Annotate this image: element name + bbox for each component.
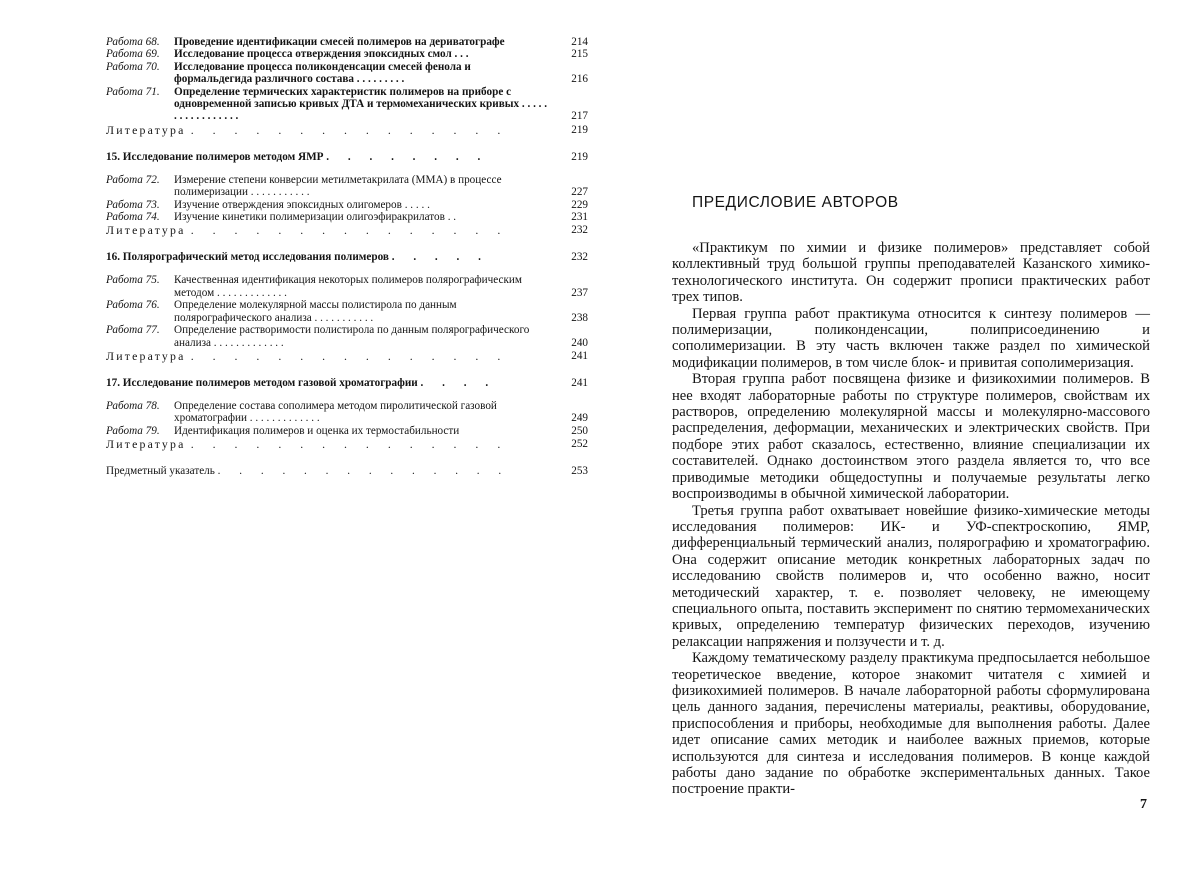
toc-literature-page: 241 — [571, 349, 588, 362]
toc-leader-dots: . . . . . . . . . . . . . . . — [190, 437, 509, 452]
toc-leader-dots: . . . . — [420, 376, 497, 389]
toc-section-title: 16. Полярографический метод исследования полимеров — [106, 251, 389, 264]
toc-entry-page: 214 — [571, 36, 588, 48]
toc-entry-label: Работа 73. — [106, 198, 160, 211]
toc-leader-dots: . . . . . . . . . . . . . . — [217, 465, 510, 478]
toc-entry-page: 217 — [571, 110, 588, 123]
toc-section-page: 219 — [571, 150, 588, 163]
toc-entry-text: Измерение степени конверсии метилметакрилата (ММА) в процессе полимеризации . . . . . . . . . . . — [174, 173, 502, 199]
page-number: 7 — [1140, 797, 1147, 812]
toc-entry — [106, 36, 588, 48]
toc-leader-dots: . . . . . . . . — [326, 150, 489, 163]
toc-entry-label: Работа 71. — [106, 85, 160, 98]
toc-entry-text: Изучение отверждения эпоксидных олигомеров . . . . . — [174, 198, 430, 211]
toc-section-title: 17. Исследование полимеров методом газовой хроматографии — [106, 376, 418, 389]
toc-entry-page: 237 — [571, 286, 588, 299]
toc-literature-page: 232 — [571, 224, 588, 237]
preface-paragraph: Вторая группа работ посвящена физике и физикохимии полимеров. В нее входят лабораторные работы по структуре полимеров, свойствам их растворов, определению молекулярной массы и молекулярно-массового распределения, деформации, механических и электрических свойств. При подборе этих работ сказалось, естественно, влияние специализации их составителей. Однако достоинством этого раздела является то, что все приводимые методики общедоступны и получаемые результаты легко воспроизводимы в обычной химической лаборатории. — [672, 371, 1150, 503]
toc-entry-label: Работа 79. — [106, 424, 160, 437]
toc-entry-text: Качественная идентификация некоторых полимеров полярографическим методом . . . . . . . . . . . . . — [174, 274, 523, 299]
toc-entry-page: 238 — [571, 311, 588, 324]
toc-entry-text: Исследование процесса поликонденсации смесей фенола и формальдегида различного состава . . . . . . . . . — [174, 60, 471, 86]
toc-entry-text: Идентификация полимеров и оценка их термостабильности — [174, 424, 460, 437]
toc-entry — [106, 299, 588, 324]
toc-section-page: 241 — [571, 376, 588, 389]
toc-entry — [106, 174, 588, 199]
toc-leader-dots: . . . . . — [391, 251, 489, 264]
toc-entry-label: Работа 76. — [106, 299, 160, 312]
toc-entry-label: Работа 74. — [106, 211, 160, 224]
toc-entry-label: Работа 68. — [106, 36, 160, 48]
toc-leader-dots: . . . . . . . . . . . . . . . — [190, 122, 509, 137]
toc-section-title: 15. Исследование полимеров методом ЯМР — [106, 150, 324, 163]
preface-paragraph: Каждому тематическому разделу практикума предпосылается небольшое теоретическое введение, которое знакомит читателя с химией и физикохимией полимеров. В начале лабораторной работы сформулирована цель данного задания, перечислены материалы, реактивы, оборудование, приспособления и приборы, необходимые для выполнения работы. Далее идет описание самих методик и наиболее важных приемов, которые используются для синтеза и исследования полимеров. В конце каждой работы дано задание по обработке экспериментальных данных. Такое построение практи- — [672, 650, 1150, 798]
toc-entry — [106, 400, 588, 425]
toc-entry-label: Работа 75. — [106, 274, 160, 287]
toc-literature-label: Литература — [106, 348, 186, 363]
preface-title: ПРЕДИСЛОВИЕ АВТОРОВ — [692, 194, 899, 211]
toc-section-page: 232 — [571, 251, 588, 264]
toc-entry-text: Изучение кинетики полимеризации олигоэфиракрилатов . . — [174, 211, 457, 224]
toc-entry-label: Работа 69. — [106, 48, 160, 61]
toc-entry-text: Проведение идентификации смесей полимеров на дериватографе — [174, 36, 505, 48]
toc-entry-page: 216 — [571, 73, 588, 86]
toc-page — [106, 36, 588, 478]
preface-page — [672, 194, 1150, 798]
toc-literature-label: Литература — [106, 223, 186, 238]
toc-entry — [106, 61, 588, 86]
toc-entry-label: Работа 77. — [106, 324, 160, 337]
toc-index — [106, 465, 588, 478]
toc-leader-dots: . . . . . . . . . . . . . . . — [190, 348, 509, 363]
toc-leader-dots: . . . . . . . . . . . . . . . — [190, 223, 509, 238]
toc-section-heading — [106, 377, 588, 390]
toc-entry — [106, 274, 588, 299]
toc-entry-text: Определение молекулярной массы полистирола по данным полярографического анализа . . . . . . . . . . . — [174, 299, 457, 324]
toc-entry-text: Исследование процесса отверждения эпоксидных смол . . . — [174, 48, 469, 61]
toc-literature — [106, 124, 588, 137]
toc-entry-label: Работа 72. — [106, 173, 160, 186]
toc-entry-text: Определение растворимости полистирола по данным полярографического анализа . . . . . . . . . . . . . — [174, 324, 530, 349]
toc-entry-page: 227 — [571, 186, 588, 199]
toc-literature — [106, 224, 588, 237]
toc-entry-page: 231 — [571, 211, 588, 224]
preface-paragraph: «Практикум по химии и физике полимеров» представляет собой коллективный труд большой группы преподавателей Казанского химико-технологического института. Он содержит прописи практических работ трех типов. — [672, 240, 1150, 306]
toc-literature-page: 219 — [571, 123, 588, 136]
toc-literature — [106, 350, 588, 363]
toc-entry-page: 250 — [571, 424, 588, 437]
toc-literature — [106, 438, 588, 451]
toc-entry-label: Работа 70. — [106, 60, 160, 73]
toc-entry-text: Определение состава сополимера методом пиролитической газовой хроматографии . . . . . . . . . . . . . — [174, 399, 497, 425]
toc-literature-label: Литература — [106, 437, 186, 452]
preface-paragraph: Первая группа работ практикума относится к синтезу полимеров — полимеризации, поликонденсации, полиприсоединению и сополимеризации. В эту часть включен также раздел по химической модификации полимеров, в том числе блок- и привитая сополимеризация. — [672, 305, 1150, 371]
toc-entry — [106, 425, 588, 437]
toc-literature-page: 252 — [571, 438, 588, 451]
toc-entry-page: 240 — [571, 336, 588, 349]
toc-entry-page: 229 — [571, 198, 588, 211]
toc-section-heading — [106, 151, 588, 164]
toc-entry-text: Определение термических характеристик полимеров на приборе с одновременной записью кривых ДТА и термомеханических кривых . . . . . . . . . . . . . . . . . — [174, 85, 548, 123]
toc-index-page: 253 — [571, 465, 588, 478]
toc-entry-page: 249 — [571, 412, 588, 425]
toc-entry — [106, 211, 588, 223]
toc-index-label: Предметный указатель — [106, 465, 215, 478]
toc-entry — [106, 48, 588, 60]
preface-paragraph: Третья группа работ охватывает новейшие физико-химические методы исследования полимеров: ИК- и УФ-спектроскопию, ЯМР, дифференциальный термический анализ, полярографию и хроматографию. Она содержит описание методик конкретных лабораторных задач по исследованию свойств полимеров и, что особенно важно, носит методический характер, т. е. позволяет человеку, не имеющему специального опыта, поставить эксперимент по снятию термомеханических кривых, определению температур физических переходов, изучению релаксации напряжения и ползучести и т. д. — [672, 502, 1150, 650]
toc-entry-label: Работа 78. — [106, 399, 160, 412]
toc-entry-page: 215 — [571, 48, 588, 61]
toc-entry — [106, 86, 588, 123]
toc-section-heading — [106, 251, 588, 264]
toc-literature-label: Литература — [106, 122, 186, 137]
toc-entry — [106, 324, 588, 349]
toc-entry — [106, 199, 588, 211]
